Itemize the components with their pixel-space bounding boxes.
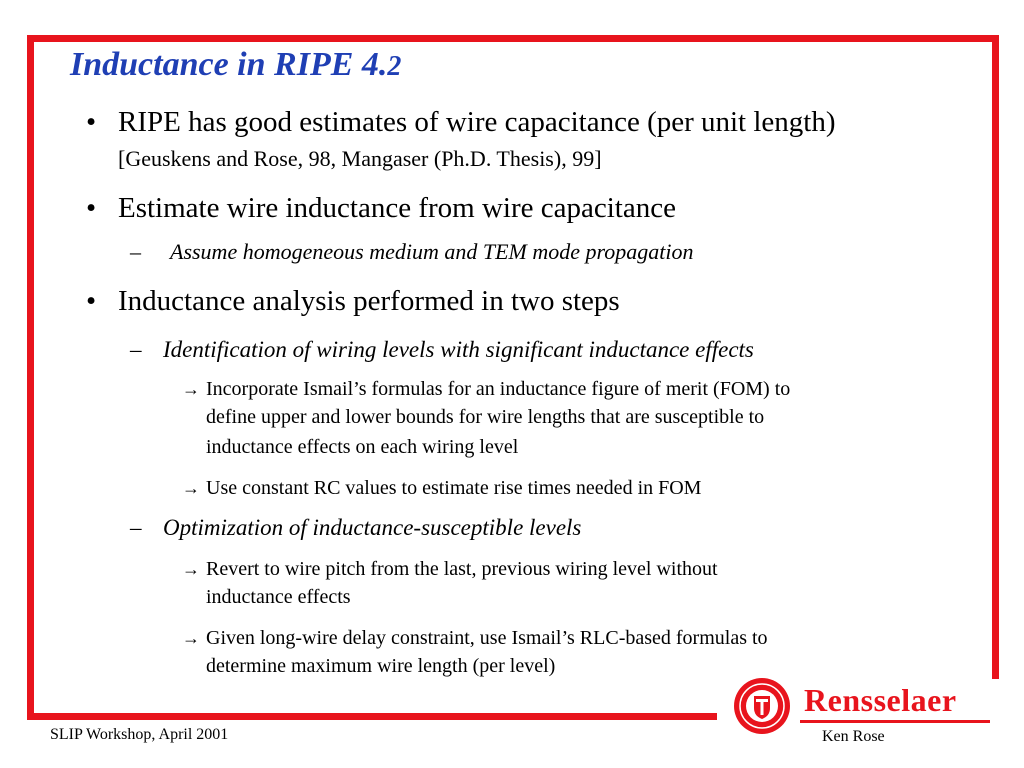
sub-bullet-optimization (130, 514, 581, 542)
arrow-marker: → (182, 379, 200, 399)
sub-bullet-text: Identification of wiring levels with significant inductance effects (163, 337, 754, 362)
arrow-item-rlc-formulas (182, 625, 768, 651)
bullet-citation: [Geuskens and Rose, 98, Mangaser (Ph.D. Thesis), 99] (118, 146, 602, 171)
sub-bullet-text: Assume homogeneous medium and TEM mode propagation (170, 239, 694, 264)
bullet-ripe-estimates (86, 106, 836, 139)
dash-marker: – (130, 337, 142, 362)
dash-marker: – (130, 239, 141, 264)
footer-author: Ken Rose (822, 728, 885, 745)
bullet-text: Estimate wire inductance from wire capacitance (118, 192, 676, 224)
arrow-item-continuation: determine maximum wire length (per level) (206, 655, 556, 677)
frame-bottom (27, 713, 717, 720)
logo-rule (800, 720, 990, 723)
bullet-inductance-analysis (86, 285, 620, 318)
arrow-item-revert-pitch (182, 556, 718, 582)
arrow-marker: → (182, 478, 200, 498)
frame-left (27, 35, 34, 720)
slide-title (70, 46, 401, 84)
arrow-item-text: Revert to wire pitch from the last, previous wiring level without (206, 558, 718, 580)
arrow-item-continuation: inductance effects on each wiring level (206, 436, 519, 458)
bullet-estimate-inductance (86, 192, 676, 225)
arrow-item-text: Given long-wire delay constraint, use Ismail’s RLC-based formulas to (206, 627, 768, 649)
bullet-text: RIPE has good estimates of wire capacitance (per unit length) (118, 106, 836, 138)
bullet-marker: • (86, 285, 97, 317)
arrow-item-continuation: define upper and lower bounds for wire lengths that are susceptible to (206, 406, 765, 428)
bullet-marker: • (86, 192, 97, 224)
footer-event: SLIP Workshop, April 2001 (50, 726, 229, 743)
arrow-marker: → (182, 628, 200, 648)
frame-right (992, 35, 999, 679)
rensselaer-logo-text: Rensselaer (804, 682, 957, 718)
arrow-marker: → (182, 559, 200, 579)
bullet-marker: • (86, 106, 97, 138)
sub-bullet-identification (130, 336, 754, 364)
arrow-item-continuation: inductance effects (206, 586, 351, 608)
title-version: 2 (387, 51, 402, 82)
arrow-item-constant-rc (182, 475, 701, 501)
dash-marker: – (130, 515, 142, 540)
arrow-item-incorporate-fom (182, 376, 790, 402)
title-main: Inductance in RIPE 4. (70, 46, 388, 83)
sub-bullet-text: Optimization of inductance-susceptible levels (163, 515, 582, 540)
arrow-item-text: Incorporate Ismail’s formulas for an inductance figure of merit (FOM) to (206, 378, 791, 400)
sub-bullet-assume-medium (130, 238, 693, 266)
bullet-text: Inductance analysis performed in two steps (118, 285, 620, 317)
rensselaer-seal-icon (732, 676, 792, 736)
arrow-item-text: Use constant RC values to estimate rise times needed in FOM (206, 477, 702, 499)
frame-top (27, 35, 999, 42)
